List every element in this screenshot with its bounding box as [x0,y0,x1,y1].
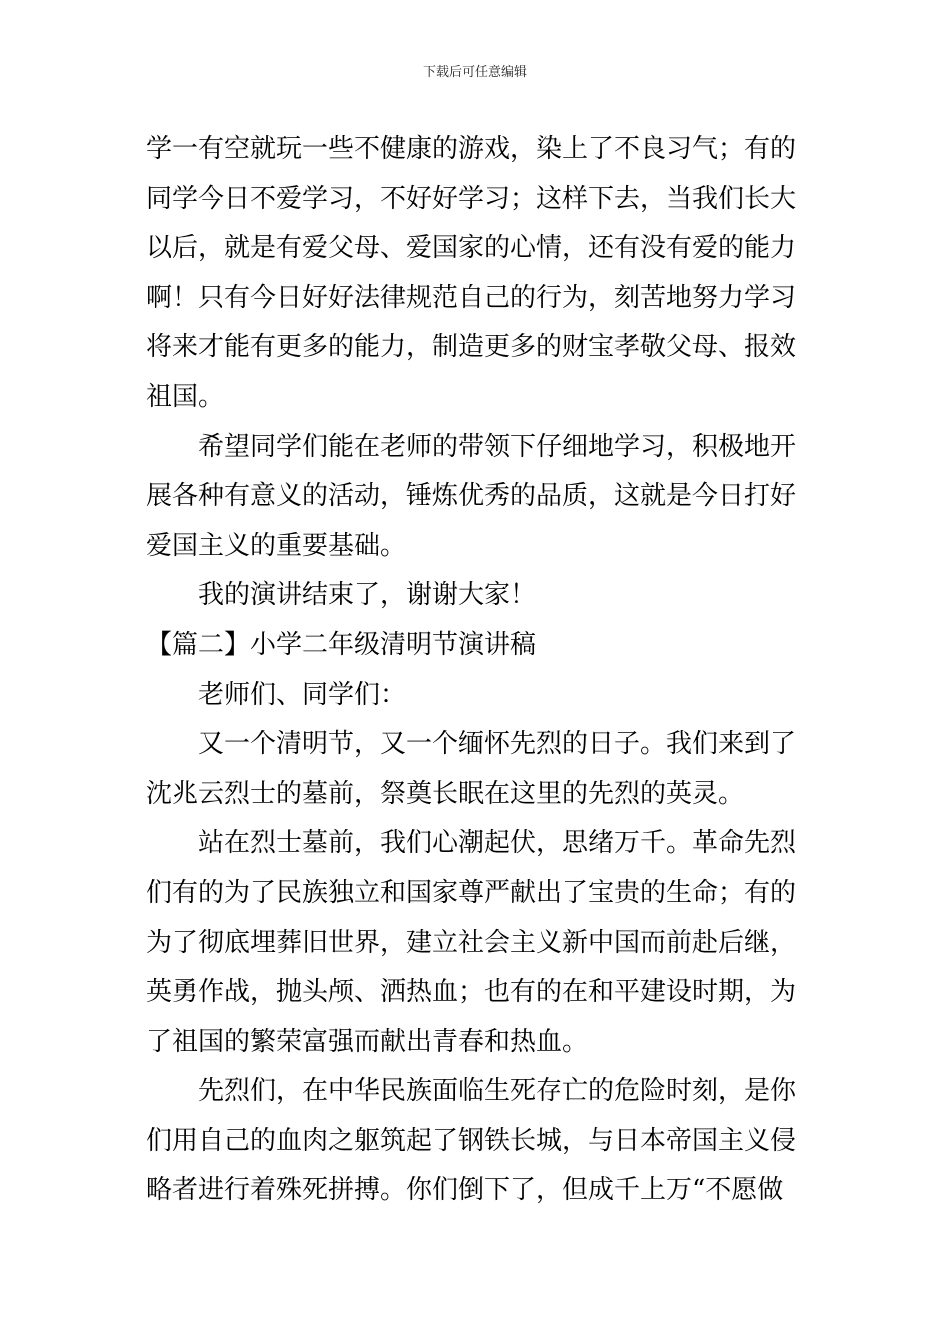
text-line: 同学今日不爱学习，不好好学习；这样下去，当我们长大 [146,183,797,214]
text-line: 爱国主义的重要基础。 [146,530,407,561]
closing-line: 我的演讲结束了，谢谢大家！ [198,580,537,611]
text-line: 学一有空就玩一些不健康的游戏，染上了不良习气；有的 [146,134,797,164]
text-line: 了祖国的繁荣富强而献出青春和热血。 [146,1026,589,1057]
paragraph-start-line: 又一个清明节，又一个缅怀先烈的日子。我们来到了 [198,729,797,760]
text-line: 啊！只有今日好好法律规范自己的行为，刻苦地努力学习 [146,282,797,313]
paragraph-start-line: 先烈们，在中华民族面临生死存亡的危险时刻，是你 [198,1076,797,1107]
text-line: 沈兆云烈士的墓前，祭奠长眠在这里的先烈的英灵。 [146,778,745,809]
text-line: 将来才能有更多的能力，制造更多的财宝孝敬父母、报效 [146,332,797,363]
salutation-line: 老师们、同学们： [198,679,407,710]
paragraph-start-line: 希望同学们能在老师的带领下仔细地学习，积极地开 [198,431,797,462]
text-line: 略者进行着殊死拼搏。你们倒下了，但成千上万“不愿做 [146,1175,784,1206]
section-heading: 【篇二】小学二年级清明节演讲稿 [146,629,537,660]
text-line: 英勇作战，抛头颅、洒热血；也有的在和平建设时期，为 [146,977,797,1008]
text-line: 以后，就是有爱父母、爱国家的心情，还有没有爱的能力 [146,233,797,264]
text-line: 们用自己的血肉之躯筑起了钢铁长城，与日本帝国主义侵 [146,1125,797,1156]
text-line: 为了彻底埋葬旧世界，建立社会主义新中国而前赴后继， [146,927,797,958]
page-header-note: 下载后可任意编辑 [422,65,527,80]
text-line: 们有的为了民族独立和国家尊严献出了宝贵的生命；有的 [146,877,797,908]
paragraph-start-line: 站在烈士墓前，我们心潮起伏，思绪万千。革命先烈 [198,828,797,859]
document-body [146,125,812,1216]
text-line: 展各种有意义的活动，锤炼优秀的品质，这就是今日打好 [146,481,797,512]
text-line: 祖国。 [146,381,225,412]
